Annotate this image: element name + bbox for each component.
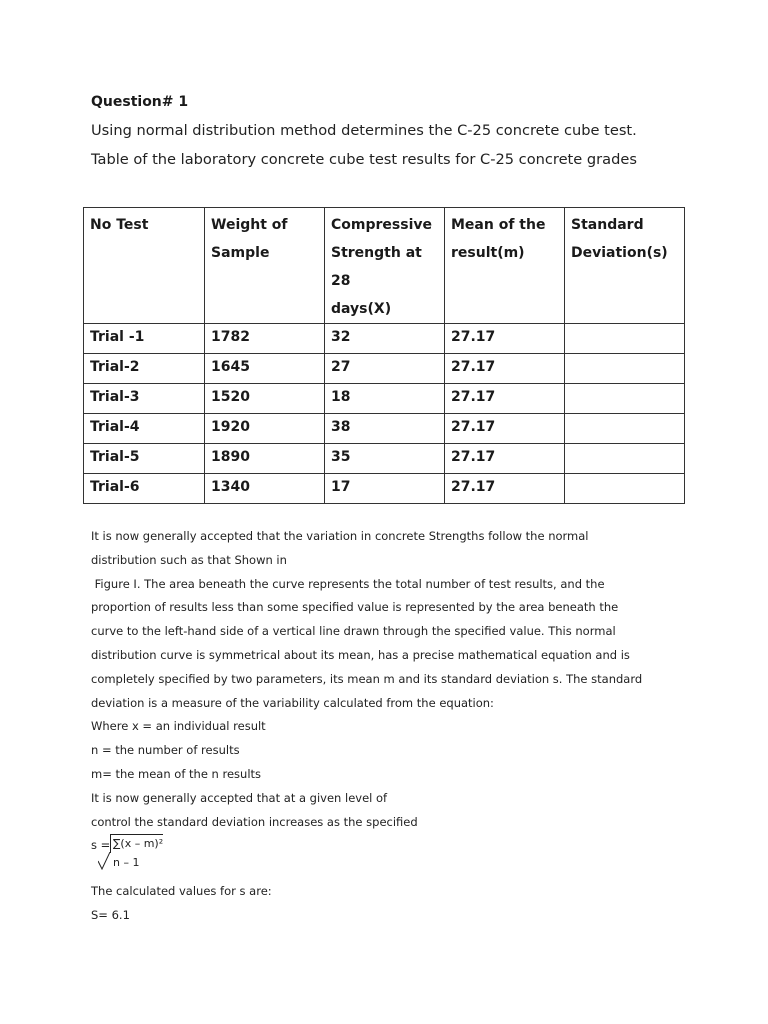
body-line: m= the mean of the n results bbox=[91, 766, 262, 781]
table-row bbox=[84, 444, 685, 474]
table-cell: 1645 bbox=[205, 354, 325, 384]
table-cell: 32 bbox=[325, 324, 445, 354]
table-cell: 27.17 bbox=[445, 384, 565, 414]
table-cell: Trial -1 bbox=[84, 324, 205, 354]
table-row bbox=[84, 354, 685, 384]
table-cell: Trial-3 bbox=[84, 384, 205, 414]
header-mean: Mean of the result(m) bbox=[445, 208, 565, 324]
table-cell: Trial-5 bbox=[84, 444, 205, 474]
table-cell: 38 bbox=[325, 414, 445, 444]
table-cell: 1520 bbox=[205, 384, 325, 414]
table-cell: 27.17 bbox=[445, 444, 565, 474]
body-line: The calculated values for s are: bbox=[91, 884, 272, 899]
table-cell: 18 bbox=[325, 384, 445, 414]
body-line: curve to the left-hand side of a vertical line drawn through the specified value. This normal bbox=[91, 624, 616, 639]
body-line: distribution such as that Shown in bbox=[91, 552, 287, 567]
table-cell bbox=[565, 324, 685, 354]
table-cell: 27.17 bbox=[445, 354, 565, 384]
table-cell: 1920 bbox=[205, 414, 325, 444]
header-no-test: No Test bbox=[84, 208, 205, 324]
body-line: S= 6.1 bbox=[91, 908, 130, 923]
body-line: distribution curve is symmetrical about its mean, has a precise mathematical equation and is bbox=[91, 647, 630, 662]
table-cell bbox=[565, 414, 685, 444]
table-cell bbox=[565, 354, 685, 384]
table-cell: 35 bbox=[325, 444, 445, 474]
body-line: It is now generally accepted that the variation in concrete Strengths follow the normal bbox=[91, 529, 589, 543]
body-text bbox=[91, 525, 691, 928]
body-line: proportion of results less than some specified value is represented by the area beneath the bbox=[91, 600, 619, 615]
table-cell: 27.17 bbox=[445, 414, 565, 444]
table-cell: 27.17 bbox=[445, 324, 565, 354]
table-cell: 1782 bbox=[205, 324, 325, 354]
table-cell bbox=[565, 384, 685, 414]
question-title: Question# 1 bbox=[91, 94, 189, 110]
table-cell: 1340 bbox=[205, 474, 325, 504]
intro-line-1: Using normal distribution method determines the C-25 concrete cube test. bbox=[91, 122, 637, 139]
body-line: n = the number of results bbox=[91, 743, 240, 758]
body-line: Figure I. The area beneath the curve represents the total number of test results, and the bbox=[91, 576, 605, 591]
body-line: completely specified by two parameters, its mean m and its standard deviation s. The standard bbox=[91, 671, 643, 686]
table-cell: 27 bbox=[325, 354, 445, 384]
table-row bbox=[84, 384, 685, 414]
table-cell: Trial-4 bbox=[84, 414, 205, 444]
intro-line-2: Table of the laboratory concrete cube test results for C-25 concrete grades bbox=[91, 151, 637, 168]
table-header-row bbox=[84, 208, 685, 324]
header-compressive-strength: Compressive Strength at 28 days(X) bbox=[325, 208, 445, 324]
table-cell: 1890 bbox=[205, 444, 325, 474]
table-cell bbox=[565, 444, 685, 474]
body-line: deviation is a measure of the variability calculated from the equation: bbox=[91, 695, 494, 710]
table-row bbox=[84, 324, 685, 354]
table-cell bbox=[565, 474, 685, 504]
results-table bbox=[83, 207, 685, 504]
table-cell: Trial-6 bbox=[84, 474, 205, 504]
body-line: control the standard deviation increases as the specified bbox=[91, 814, 418, 829]
table-cell: 27.17 bbox=[445, 474, 565, 504]
body-line: Where x = an individual result bbox=[91, 719, 266, 734]
table-cell: Trial-2 bbox=[84, 354, 205, 384]
table-cell: 17 bbox=[325, 474, 445, 504]
formula-denominator: n – 1 bbox=[113, 856, 140, 870]
table-row bbox=[84, 414, 685, 444]
table-row bbox=[84, 474, 685, 504]
std-deviation-formula bbox=[91, 834, 691, 880]
header-standard-deviation: Standard Deviation(s) bbox=[565, 208, 685, 324]
formula-s-label: s = bbox=[91, 838, 111, 853]
formula-numerator: ∑(x – m)² bbox=[110, 834, 163, 853]
square-root-icon bbox=[98, 852, 110, 870]
body-line: It is now generally accepted that at a given level of bbox=[91, 790, 388, 805]
header-weight: Weight of Sample bbox=[205, 208, 325, 324]
